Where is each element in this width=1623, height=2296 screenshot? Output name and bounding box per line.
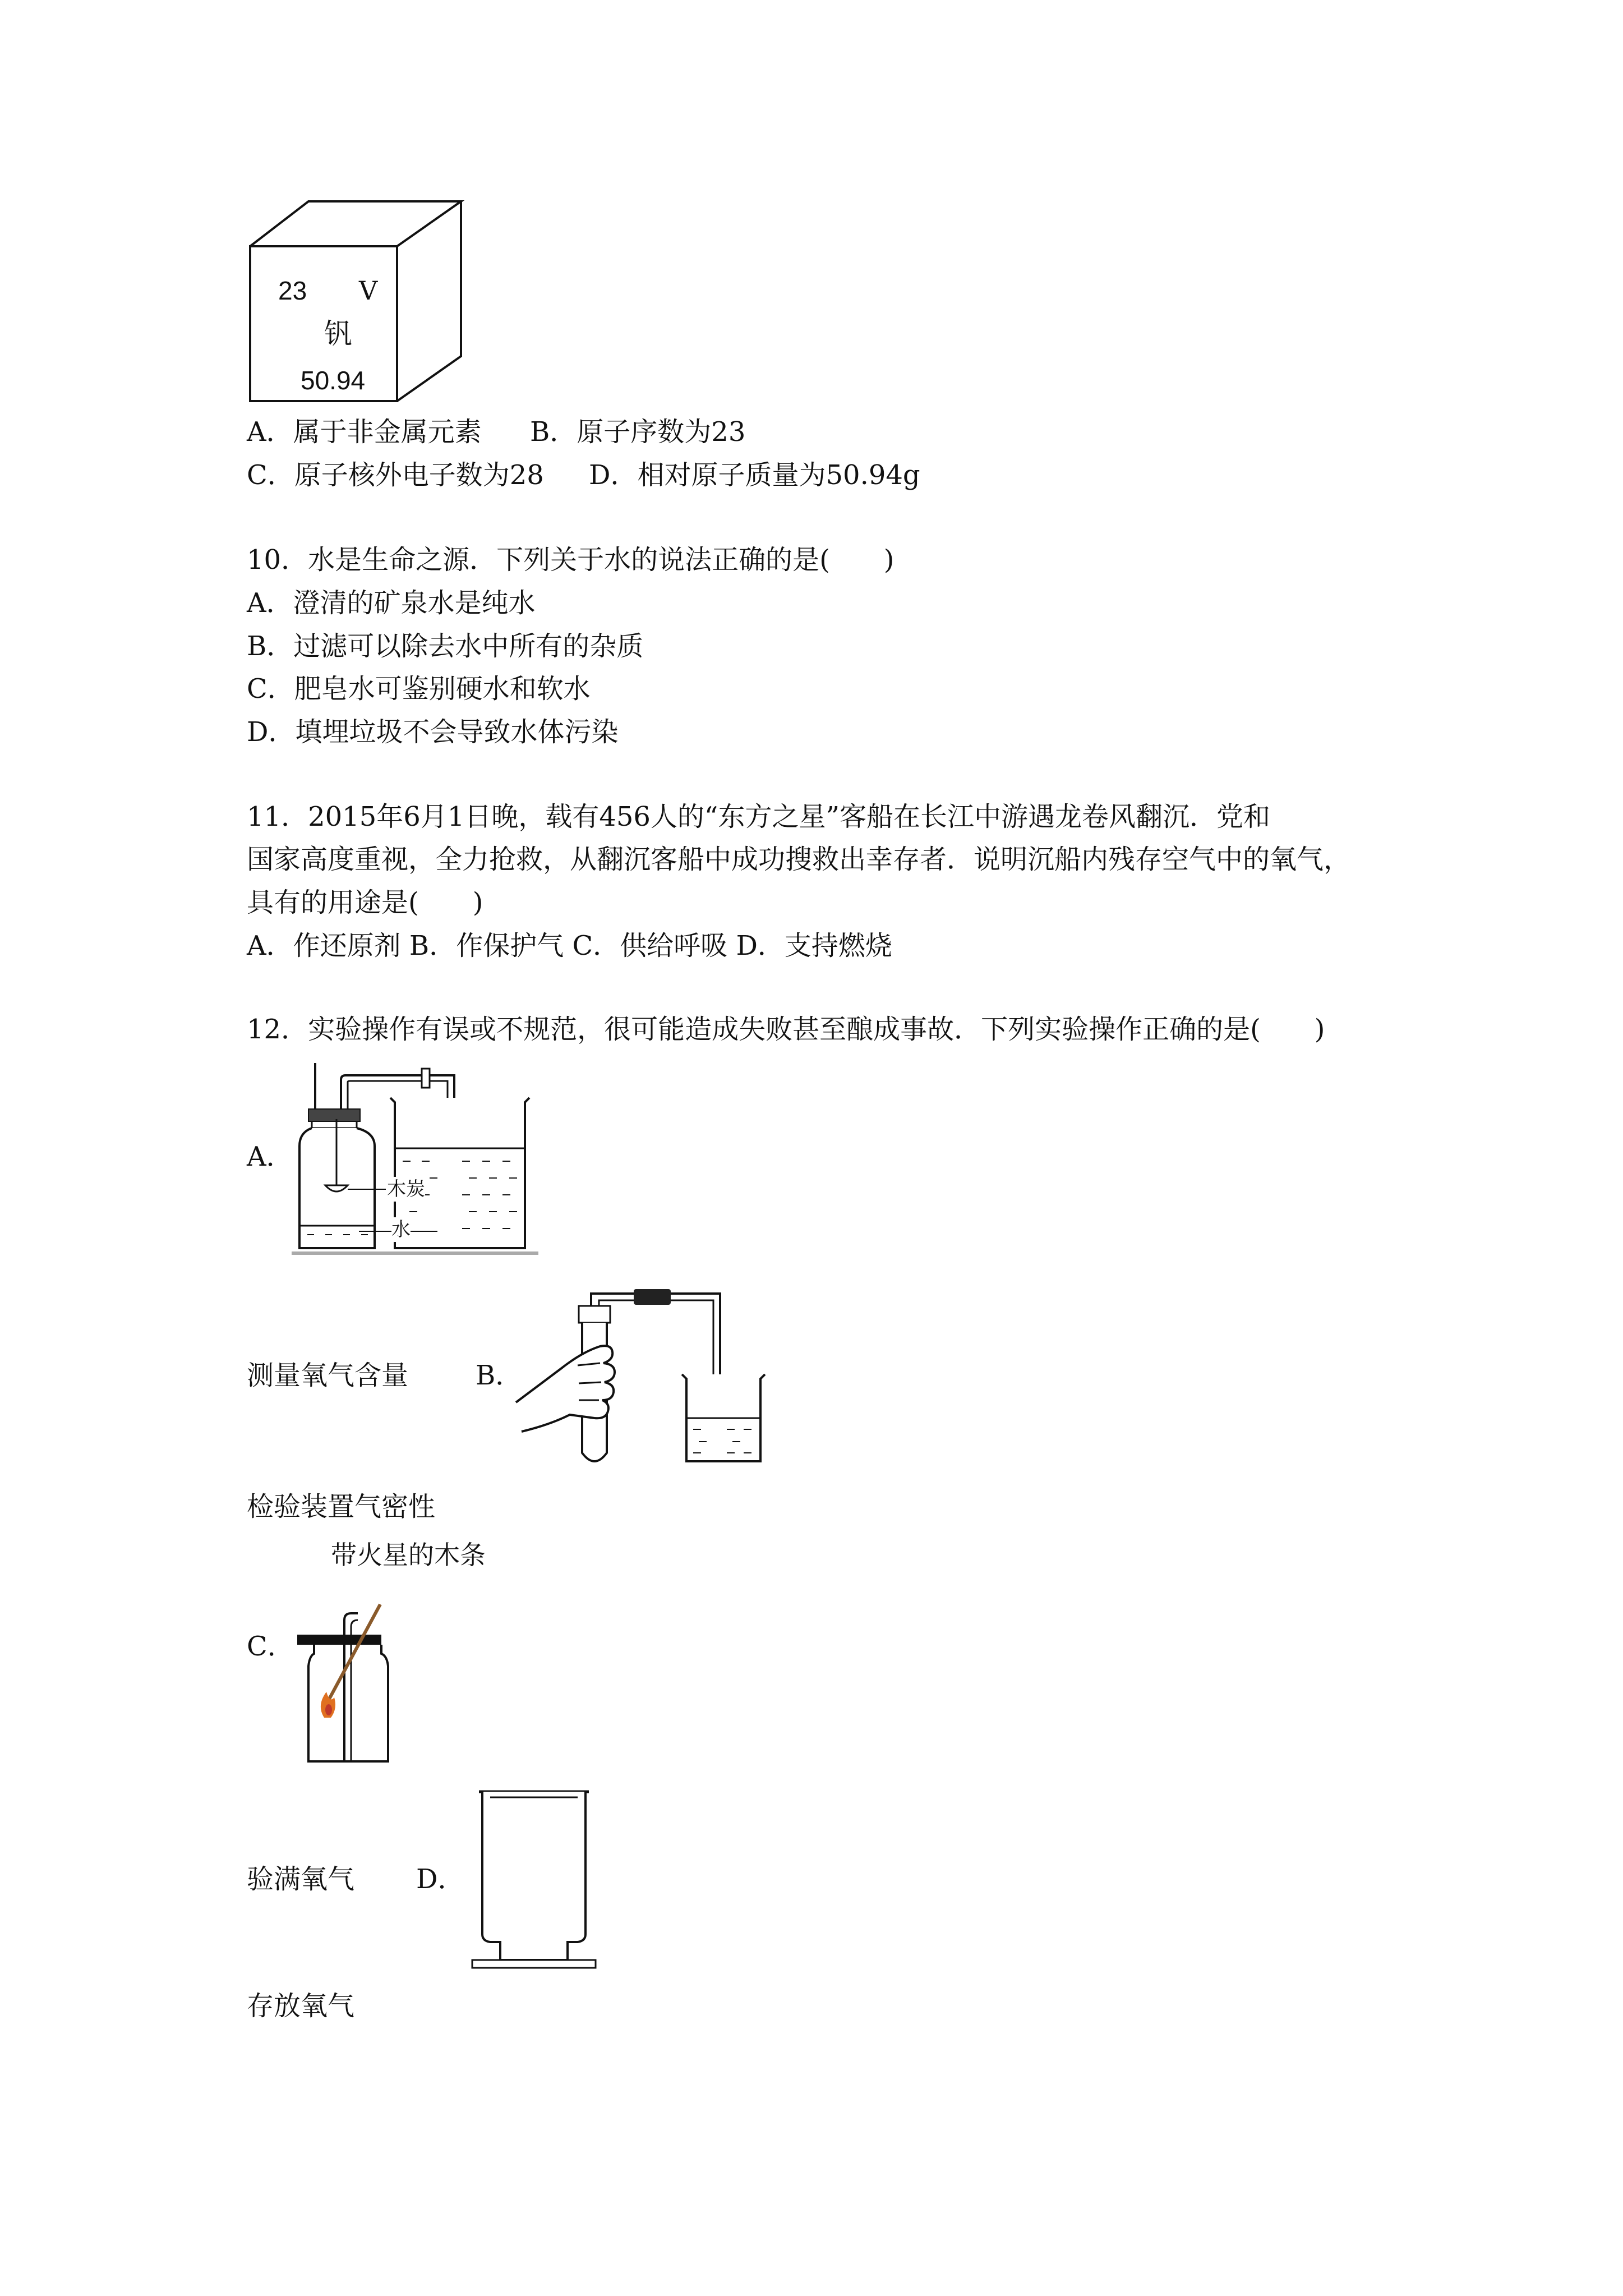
q11-options: A．作还原剂 B．作保护气 C．供给呼吸 D．支持燃烧 — [247, 930, 892, 961]
fig-a-label-charcoal: 木炭 — [387, 1178, 425, 1200]
q12-option-d-caption: 存放氧气 — [247, 1990, 355, 2022]
element-symbol: V — [359, 275, 378, 306]
q9-option-d: D．相对原子质量为50.94g — [589, 459, 920, 491]
q12-option-d-letter: D． — [416, 1864, 465, 1895]
element-atomic-number: 23 — [278, 276, 307, 305]
q10-option-d: D．填埋垃圾不会导致水体污染 — [247, 716, 619, 748]
fig-c-title: 带火星的木条 — [331, 1540, 486, 1570]
q10-stem: 10．水是生命之源．下列关于水的说法正确的是( ) — [247, 544, 895, 576]
element-name: 钒 — [324, 318, 352, 350]
oxygen-storage-figure — [471, 1789, 600, 1980]
fig-a-label-water: 水 — [391, 1218, 411, 1241]
q10-option-c: C．肥皂水可鉴别硬水和软水 — [247, 673, 591, 705]
q11-stem-line-3: 具有的用途是( ) — [247, 887, 483, 918]
q9-option-c: C．原子核外电子数为28 — [247, 459, 544, 491]
q12-option-c-letter: C． — [247, 1631, 294, 1662]
q12-stem: 12．实验操作有误或不规范，很可能造成失败甚至酿成事故．下列实验操作正确的是( ) — [247, 1014, 1325, 1045]
airtightness-test-figure — [516, 1285, 768, 1470]
oxygen-full-test-figure — [297, 1593, 409, 1773]
q12-option-a-letter: A． — [247, 1141, 293, 1172]
oxygen-content-apparatus-figure — [292, 1063, 538, 1259]
q10-option-b: B．过滤可以除去水中所有的杂质 — [247, 631, 644, 662]
q9-option-b: B．原子序数为23 — [530, 416, 746, 448]
element-atomic-mass: 50.94 — [301, 366, 366, 395]
q11-stem-line-2: 国家高度重视，全力抢救，从翻沉客船中成功搜救出幸存者．说明沉船内残存空气中的氧气， — [247, 844, 1351, 875]
q12-option-a-caption: 测量氧气含量 — [247, 1360, 409, 1391]
q11-stem-line-1: 11．2015年6月1日晚，载有456人的“东方之星”客船在长江中游遇龙卷风翻沉．党和 — [247, 801, 1271, 832]
q12-option-c-caption: 验满氧气 — [247, 1864, 355, 1895]
q9-option-a: A．属于非金属元素 — [247, 416, 482, 448]
q10-option-a: A．澄清的矿泉水是纯水 — [247, 587, 536, 619]
q12-option-b-letter: B． — [476, 1360, 523, 1391]
q12-option-b-caption: 检验装置气密性 — [247, 1491, 436, 1522]
